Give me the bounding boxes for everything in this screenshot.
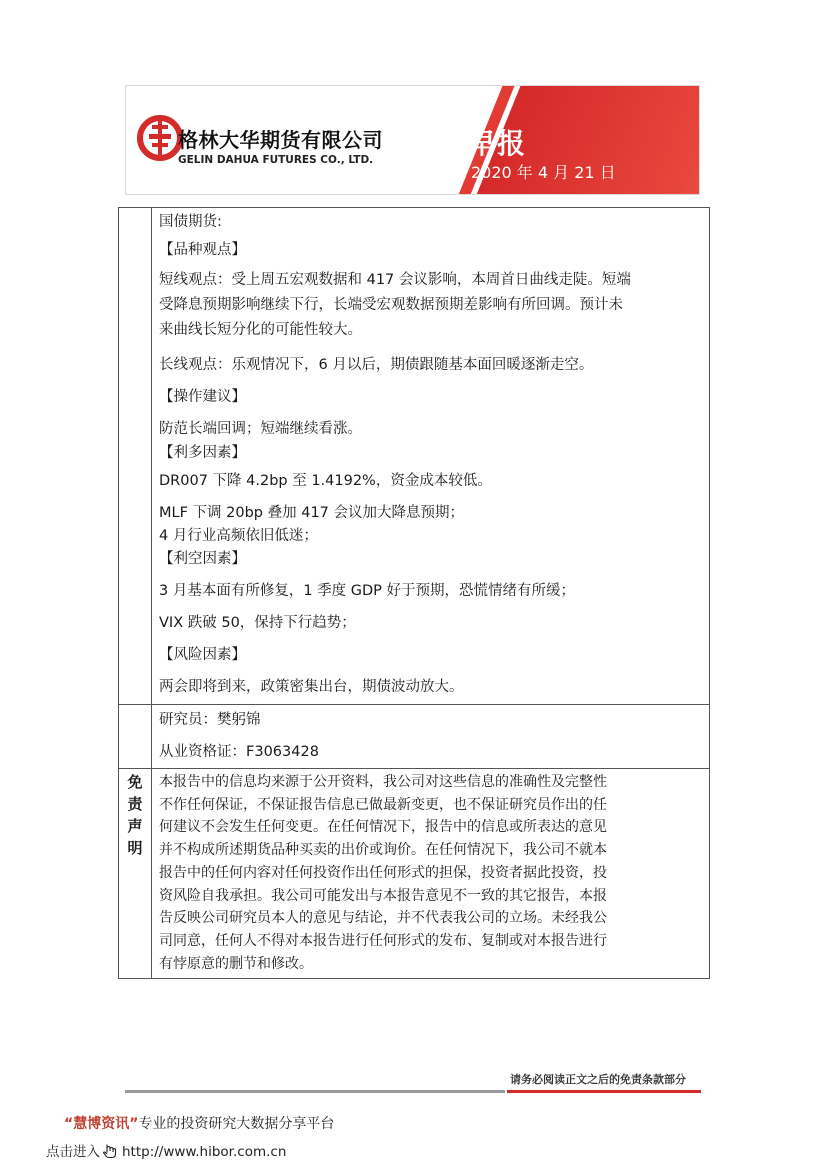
disclaimer-line: 司同意，任何人不得对本报告进行任何形式的发布、复制或对本报告进行 [159,932,607,949]
bull-heading: 【利多因素】 [159,445,246,461]
section-intro: 国债期货: [159,214,222,230]
report-date: 2020 年 4 月 21 日 [471,163,616,182]
short-view-line-1: 短线观点：受上周五宏观数据和 417 会议影响，本周首日曲线走陡。短端 [159,272,631,288]
advice-heading: 【操作建议】 [159,389,246,405]
bull-factor-2: MLF 下调 20bp 叠加 417 会议加大降息预期； [159,505,465,521]
analyst-name: 研究员：樊躬锦 [159,712,261,728]
risk-factor-1: 两会即将到来，政策密集出台，期债波动放大。 [159,679,464,695]
promo-url-link[interactable]: http://www.hibor.com.cn [122,1144,287,1160]
analyst-cert: 从业资格证：F3063428 [159,744,319,760]
side-cell [119,208,152,705]
disclaimer-line: 告反映公司研究员本人的意见与结论，并不代表我公司的立场。未经我公 [159,910,607,927]
promo-line [64,1113,334,1133]
company-name-cn: 格林大华期货有限公司 [178,128,383,152]
disclaimer-line: 有悖原意的删节和修改。 [159,955,313,972]
disclaimer-label-char: 明 [127,839,143,857]
analyst-content [152,705,710,769]
disclaimer-label-char: 免 [127,773,143,791]
bear-heading: 【利空因素】 [159,551,246,567]
analyst-row [119,705,710,769]
analysis-content [152,208,710,705]
disclaimer-line: 资风险自我承担。我公司可能发出与本报告意见不一致的其它报告，本报 [159,887,607,904]
disclaimer-line: 不作任何保证，不保证报告信息已做最新变更，也不保证研究员作出的任 [159,796,607,813]
short-view-line-2: 受降息预期影响继续下行，长端受宏观数据预期差影响有所回调。预计未 [159,297,623,313]
disclaimer-line: 报告中的任何内容对任何投资作出任何形式的担保，投资者据此投资，投 [159,864,607,881]
promo-brand: “慧博资讯” [64,1116,139,1132]
footer-divider-red [507,1090,701,1093]
pointing-hand-icon [102,1143,118,1159]
promo-link-prefix: 点击进入 [46,1144,100,1160]
disclaimer-row [119,769,710,979]
side-cell [119,705,152,769]
disclaimer-text [152,769,710,979]
company-name-en: GELIN DAHUA FUTURES CO., LTD. [178,154,374,166]
long-view: 长线观点：乐观情况下，6 月以后，期债跟随基本面回暖逐渐走空。 [159,357,594,373]
bull-factor-1: DR007 下降 4.2bp 至 1.4192%，资金成本较低。 [159,473,492,489]
analysis-row [119,208,710,705]
promo-text: 专业的投资研究大数据分享平台 [138,1116,335,1132]
footer-divider-gray [125,1090,505,1093]
promo-link-line[interactable] [46,1140,286,1160]
disclaimer-label [119,769,152,979]
report-title: 国债早报 [410,127,527,160]
footer-disclaimer-note: 请务必阅读正文之后的免责条款部分 [510,1073,686,1086]
report-header [125,85,700,195]
disclaimer-label-char: 声 [127,817,143,835]
short-view-line-3: 来曲线长短分化的可能性较大。 [159,322,362,338]
bull-factor-3: 4 月行业高频依旧低迷； [159,528,318,544]
disclaimer-line: 本报告中的信息均来源于公开资料，我公司对这些信息的准确性及完整性 [159,774,607,790]
bear-factor-2: VIX 跌破 50，保持下行趋势； [159,615,356,631]
advice-text: 防范长端回调；短端继续看涨。 [159,421,362,437]
view-heading: 【品种观点】 [159,242,246,258]
risk-heading: 【风险因素】 [159,647,246,663]
disclaimer-line: 何建议不会发生任何变更。在任何情况下，报告中的信息或所表达的意见 [159,819,607,836]
disclaimer-label-char: 责 [127,795,143,813]
bear-factor-1: 3 月基本面有所修复，1 季度 GDP 好于预期，恐慌情绪有所缓； [159,583,576,599]
disclaimer-line: 并不构成所述期货品种买卖的出价或询价。在任何情况下，我公司不就本 [159,842,607,859]
report-table [118,207,710,979]
